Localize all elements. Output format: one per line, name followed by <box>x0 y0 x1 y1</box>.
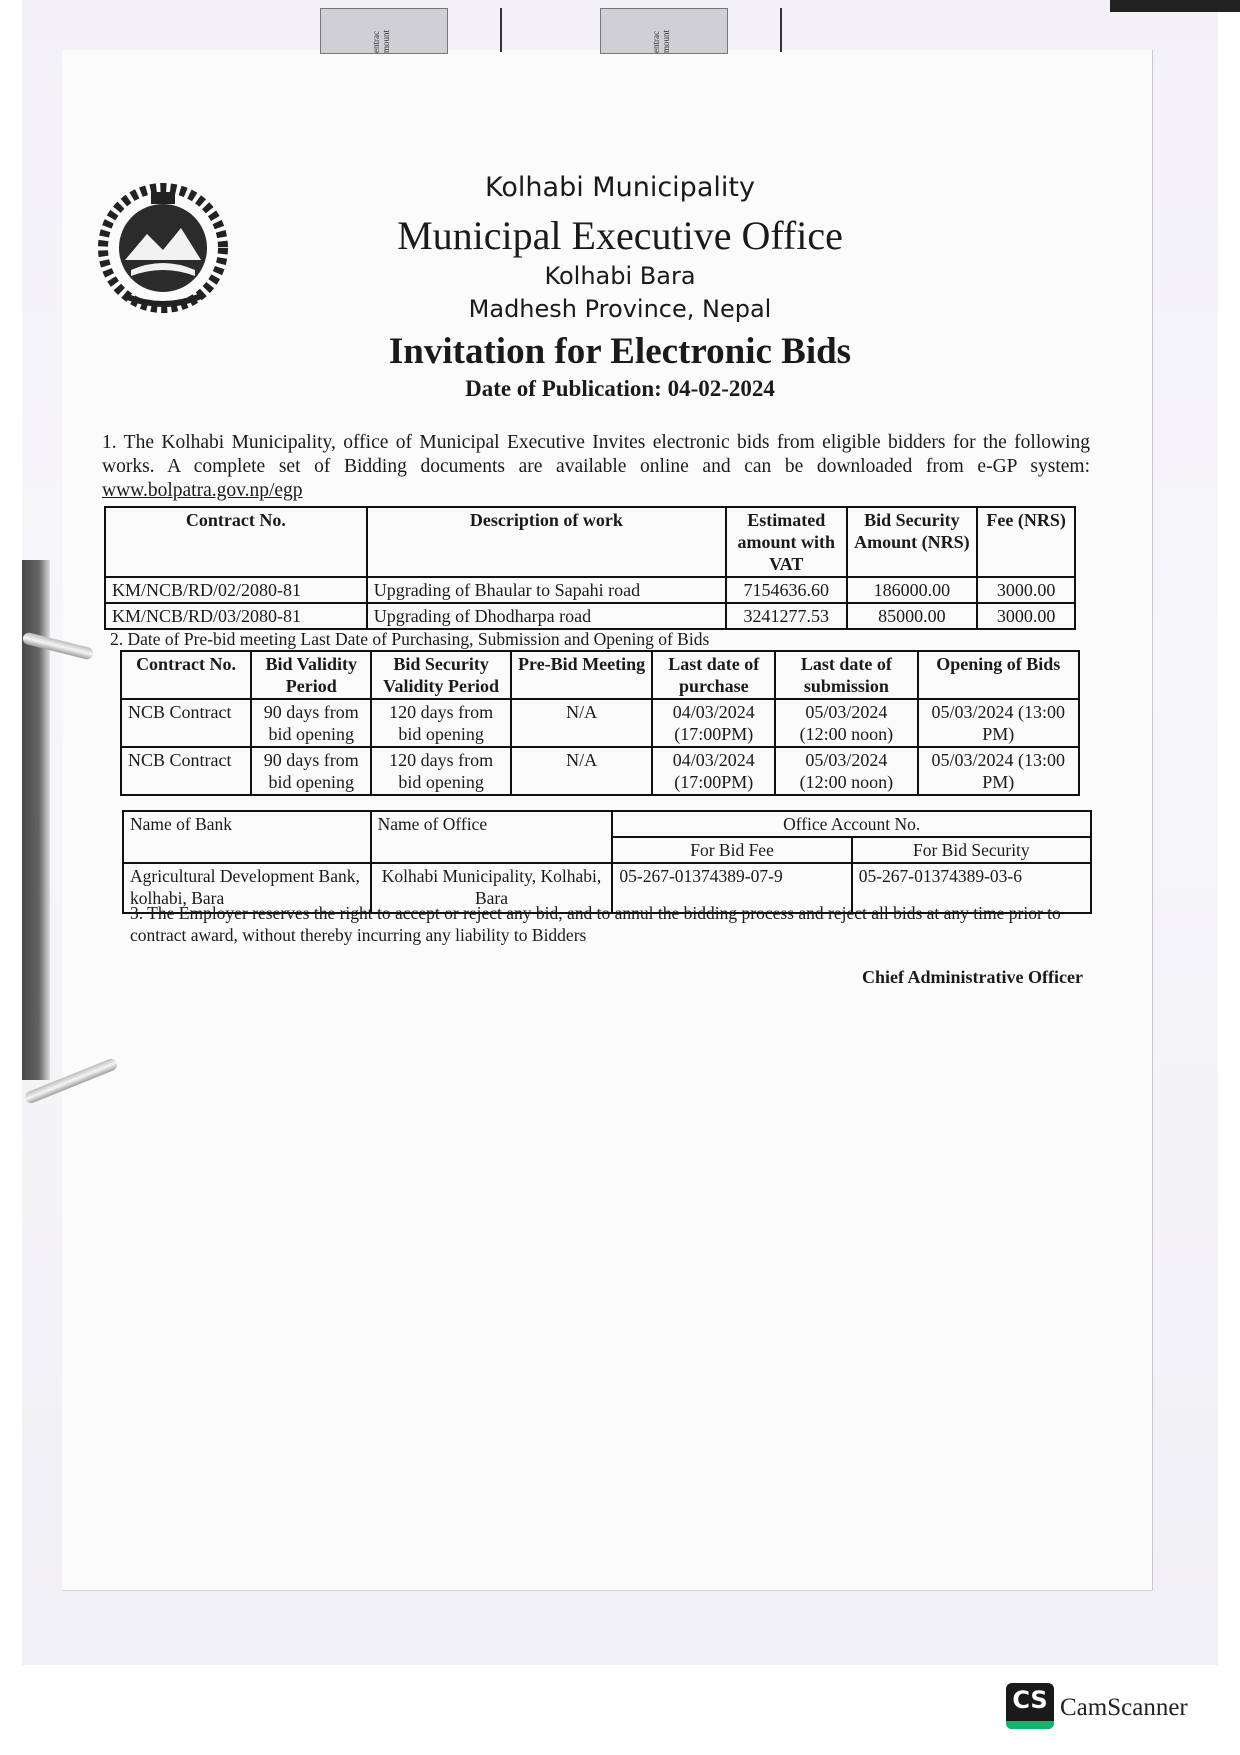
bank-table <box>122 810 1092 914</box>
col-office-name: Name of Office <box>371 811 613 863</box>
location: Kolhabi Bara <box>544 262 696 290</box>
cell: 85000.00 <box>847 603 978 629</box>
table-header-row <box>121 651 1079 699</box>
tab-label: entrac mount <box>371 29 391 53</box>
cell: 120 days from bid opening <box>371 747 511 795</box>
binder-tab <box>600 8 728 54</box>
cell: 120 days from bid opening <box>371 699 511 747</box>
office-name: Municipal Executive Office <box>397 213 843 258</box>
col-description: Description of work <box>367 507 726 577</box>
cell: NCB Contract <box>121 747 251 795</box>
cell: Agricultural Development Bank, kolhabi, Bara <box>123 863 371 913</box>
cell: 90 days from bid opening <box>251 699 371 747</box>
col-bank-name: Name of Bank <box>123 811 371 863</box>
cell: N/A <box>511 699 652 747</box>
tab-label: entrac mount <box>651 29 671 53</box>
province: Madhesh Province, Nepal <box>468 295 772 323</box>
egp-link[interactable]: www.bolpatra.gov.np/egp <box>102 480 303 501</box>
col-contract-no: Contract No. <box>105 507 367 577</box>
works-table <box>104 506 1076 630</box>
scan-edge <box>1110 0 1240 12</box>
dates-table <box>120 650 1080 796</box>
cell: 3000.00 <box>977 577 1075 603</box>
table-header-row <box>105 507 1075 577</box>
cell: N/A <box>511 747 652 795</box>
section-3-text: 3. The Employer reserves the right to accept or reject any bid, and to annul the bidding process and reject all bids at any time prior to contract award, without thereby incurring any liability to Bidders <box>130 903 1061 945</box>
cell: 7154636.60 <box>726 577 846 603</box>
col-estimated-amount: Estimated amount with VAT <box>726 507 846 577</box>
cell: 3000.00 <box>977 603 1075 629</box>
tab-divider <box>500 8 502 52</box>
org-name: Kolhabi Municipality <box>485 172 755 203</box>
cell: KM/NCB/RD/03/2080-81 <box>105 603 367 629</box>
signature-title: Chief Administrative Officer <box>862 967 1083 987</box>
col-account-no: Office Account No. <box>612 811 1091 837</box>
tab-divider <box>780 8 782 52</box>
cell: 05/03/2024 (13:00 PM) <box>918 747 1079 795</box>
col-bid-security: For Bid Security <box>852 837 1091 863</box>
cell: KM/NCB/RD/02/2080-81 <box>105 577 367 603</box>
document-title: Invitation for Electronic Bids <box>388 331 852 372</box>
cell: 05/03/2024 (12:00 noon) <box>775 747 917 795</box>
section-2-title: 2. Date of Pre-bid meeting Last Date of Purchasing, Submission and Opening of Bids <box>110 629 710 649</box>
binder-tab <box>320 8 448 54</box>
camscanner-logo-icon: CS <box>1006 1683 1054 1729</box>
col-bid-validity: Bid Validity Period <box>251 651 371 699</box>
col-last-submission: Last date of submission <box>775 651 917 699</box>
col-bid-fee: For Bid Fee <box>612 837 851 863</box>
col-contract-no: Contract No. <box>121 651 251 699</box>
cell: 04/03/2024 (17:00PM) <box>652 747 775 795</box>
col-fee: Fee (NRS) <box>977 507 1075 577</box>
cell: 05/03/2024 (13:00 PM) <box>918 699 1079 747</box>
publication-date: Date of Publication: 04-02-2024 <box>465 376 775 401</box>
cell: Upgrading of Dhodharpa road <box>367 603 726 629</box>
table-row <box>121 699 1079 747</box>
cell: 05/03/2024 (12:00 noon) <box>775 699 917 747</box>
cell: Upgrading of Bhaular to Sapahi road <box>367 577 726 603</box>
table-row <box>105 603 1075 629</box>
col-last-purchase: Last date of purchase <box>652 651 775 699</box>
col-opening: Opening of Bids <box>918 651 1079 699</box>
cell: NCB Contract <box>121 699 251 747</box>
table-row <box>121 747 1079 795</box>
intro-text: 1. The Kolhabi Municipality, office of Municipal Executive Invites electronic bids from eligible bidders for the following works. A complete set of Bidding documents are available online and can be downloaded from e-GP system: <box>102 432 1090 477</box>
table-header-row <box>123 811 1091 837</box>
col-pre-bid: Pre-Bid Meeting <box>511 651 652 699</box>
cell: 90 days from bid opening <box>251 747 371 795</box>
cell: 186000.00 <box>847 577 978 603</box>
cell: Kolhabi Municipality, Kolhabi, Bara <box>371 863 613 913</box>
cell: 05-267-01374389-07-9 <box>612 863 851 913</box>
col-security-validity: Bid Security Validity Period <box>371 651 511 699</box>
cell: 05-267-01374389-03-6 <box>852 863 1091 913</box>
camscanner-brand: CamScanner <box>1060 1694 1188 1721</box>
cell: 04/03/2024 (17:00PM) <box>652 699 775 747</box>
table-row <box>105 577 1075 603</box>
intro-paragraph <box>102 431 1090 503</box>
col-bid-security: Bid Security Amount (NRS) <box>847 507 978 577</box>
cell: 3241277.53 <box>726 603 846 629</box>
